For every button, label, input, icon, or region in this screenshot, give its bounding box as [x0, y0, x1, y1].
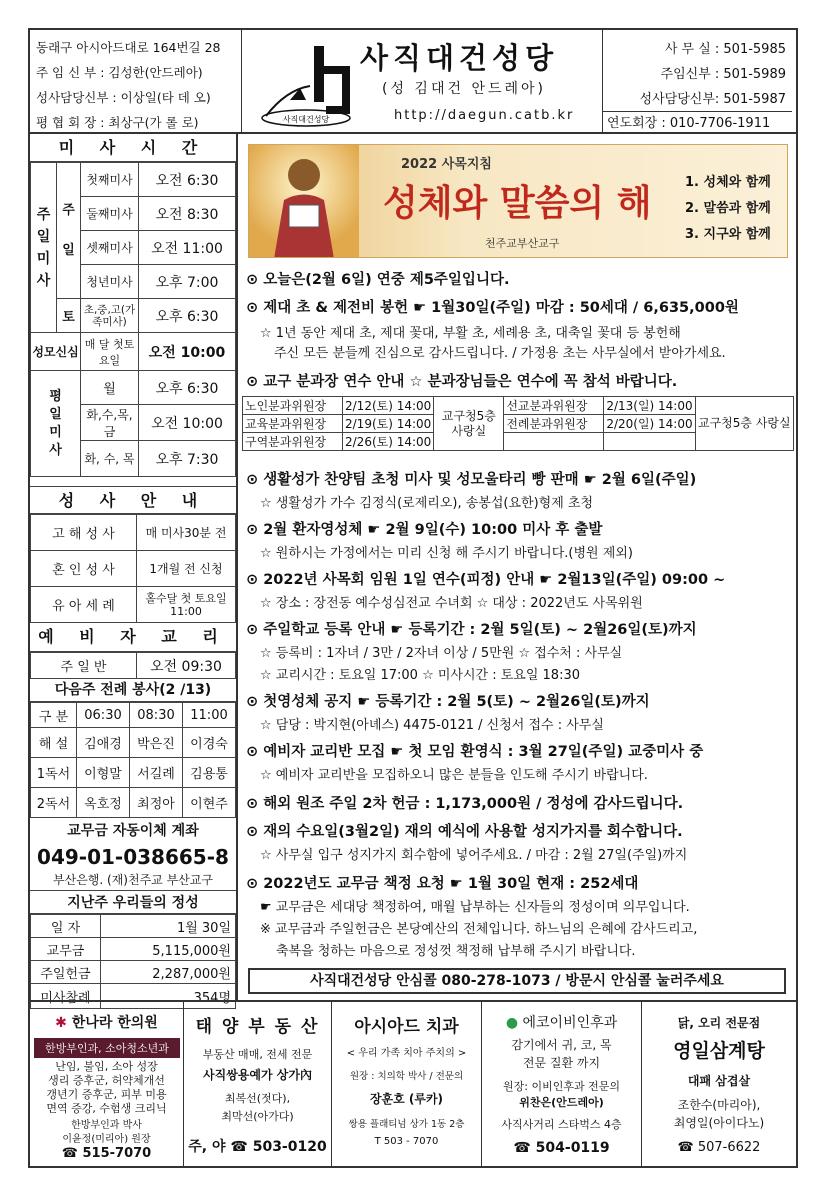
- announcement-detail: ☆ 1년 동안 제대 초, 제대 꽃대, 부활 초, 세례용 초, 대축일 꽃대 등 봉헌해: [260, 326, 681, 341]
- mass-time: 오후 6:30: [139, 299, 236, 333]
- mass-time: 오전 11:00: [139, 231, 236, 265]
- mass-table: [30, 162, 236, 477]
- offering-value: 5,115,000원: [101, 938, 236, 961]
- ad-hannara: [30, 1002, 184, 1168]
- council-president: 평 협 회 장 : 최상구(가 롤 로): [36, 115, 199, 130]
- ad-line: 최복선(젓다),: [224, 1092, 291, 1105]
- ad-subtitle: 한방부인과, 소아청소년과: [34, 1038, 180, 1058]
- mass-day: 화, 수, 목: [81, 441, 139, 477]
- marian-label: 성모신심: [31, 333, 81, 371]
- service-role: 2독서: [31, 788, 77, 818]
- announcement: ⊙ 예비자 교리반 모집 ☛ 첫 모임 환영식 : 3월 27일(주일) 교중미사 중: [246, 744, 704, 760]
- catechism-label: 주 일 반: [31, 653, 137, 679]
- mass-time: 오후 7:30: [139, 441, 236, 477]
- offering-label: 주일헌금: [31, 961, 101, 984]
- ad-line: 이윤정(미리아) 원장: [62, 1134, 151, 1145]
- announcement: ⊙ 2022년도 교무금 책정 요청 ☛ 1월 30일 현재 : 252세대: [246, 876, 639, 892]
- division-name: 교육분과위원장: [243, 415, 343, 433]
- service-person: 이현주: [183, 788, 236, 818]
- announcement: ⊙ 제대 초 & 제전비 봉헌 ☛ 1월30일(주일) 마감 : 50세대 / 6,635,000원: [246, 300, 739, 316]
- division-date: 2/12(토) 14:00: [343, 397, 434, 415]
- division-name: 구역분과위원장: [243, 433, 343, 451]
- announcement-detail: ☆ 원하시는 가정에서는 미리 신청 해 주시기 바랍니다.(병원 제외): [260, 546, 633, 561]
- sacrament-priest: 성사담당신부 : 이상일(타 데 오): [36, 90, 211, 105]
- ad-line: 전문 질환 까지: [522, 1056, 601, 1070]
- announcement: ⊙ 오늘은(2월 6일) 연중 제5주일입니다.: [246, 272, 510, 288]
- mass-name: 초,중,고(가족미사): [81, 299, 139, 333]
- offering-table: [30, 914, 236, 1009]
- offering-value: 2,287,000원: [101, 961, 236, 984]
- division-name: [504, 433, 604, 451]
- sacrament-name: 혼 인 성 사: [31, 551, 137, 587]
- sunday-label: 주일미사: [31, 163, 57, 333]
- pastor-phone: 주임신부 : 501-5989: [660, 67, 786, 82]
- office-phone: 사 무 실 : 501-5985: [664, 42, 786, 57]
- saturday-label: 토: [57, 299, 81, 333]
- offering-label: 교무금: [31, 938, 101, 961]
- ad-line: 원장: 이비인후과 전문의: [503, 1080, 620, 1093]
- division-date: 2/19(토) 14:00: [343, 415, 434, 433]
- service-person: 이경숙: [183, 728, 236, 758]
- ad-line: 최막선(아가다): [221, 1110, 294, 1123]
- sacrament-name: 고 해 성 사: [31, 515, 137, 551]
- mass-time: 오전 6:30: [139, 163, 236, 197]
- jesus-image: [249, 145, 359, 258]
- sacrament-info: 홀수달 첫 토요일 11:00: [137, 587, 236, 623]
- division-name: 전례분과위원장: [504, 415, 604, 433]
- ad-line: 부동산 매매, 전세 전문: [202, 1048, 313, 1061]
- ad-title: ● 에코이비인후과: [505, 1015, 618, 1031]
- header-left: [30, 30, 242, 134]
- bank-name: 부산은행. (재)천주교 부산교구: [53, 873, 213, 887]
- ad-line: 감기에서 귀, 코, 목: [511, 1038, 612, 1052]
- header-right: [602, 30, 796, 134]
- ad-phone[interactable]: 주, 야 ☎ 503-0120: [188, 1139, 327, 1155]
- mass-time: 오전 10:00: [139, 333, 236, 371]
- division-date: [604, 433, 695, 451]
- service-head: 08:30: [130, 703, 183, 728]
- catechism-table: [30, 652, 236, 679]
- service-person: 김용통: [183, 758, 236, 788]
- mass-time: 오후 6:30: [139, 371, 236, 405]
- mass-time: 오전 10:00: [139, 405, 236, 441]
- ad-phone[interactable]: ☎ 504-0119: [513, 1140, 610, 1156]
- mass-day: 화,수,목,금: [81, 405, 139, 441]
- bulletin-page: [28, 28, 798, 1168]
- ad-line: 사직사거리 스타벅스 4층: [501, 1118, 622, 1131]
- announcement: ⊙ 교구 분과장 연수 안내 ☆ 분과장님들은 연수에 꼭 참석 바랍니다.: [246, 374, 678, 390]
- ad-line: 생리 증후군, 허약체개선: [48, 1074, 165, 1087]
- ad-line: 난임, 불임, 소아 성장: [55, 1060, 158, 1073]
- ad-line: 한방부인과 박사: [71, 1120, 142, 1131]
- mass-name: 첫째미사: [81, 163, 139, 197]
- service-head: 06:30: [77, 703, 130, 728]
- ad-line: 면역 증강, 수험생 크리닉: [46, 1102, 167, 1115]
- service-person: 옥호정: [77, 788, 130, 818]
- ad-line: 갱년기 증후군, 피부 미용: [46, 1088, 167, 1101]
- header-center: [242, 30, 602, 134]
- division-date: 2/26(토) 14:00: [343, 433, 434, 451]
- service-head: 11:00: [183, 703, 236, 728]
- ad-subtitle: 닭, 오리 전문점: [677, 1016, 761, 1030]
- sacrament-name: 유 아 세 례: [31, 587, 137, 623]
- mass-title: 미 사 시 간: [30, 134, 236, 162]
- ad-line: 장훈호 (루카): [369, 1092, 444, 1106]
- division-place: 교구청5층 사랑실: [695, 397, 793, 451]
- address: 동래구 아시아드대로 164번길 28: [36, 40, 221, 55]
- division-place: 교구청5층 사랑실: [434, 397, 504, 451]
- logo-text: 사직대건성당: [282, 115, 330, 124]
- catechism-time: 오전 09:30: [137, 653, 236, 679]
- service-head: 구 분: [31, 703, 77, 728]
- ad-title: ✱ 한나라 한의원: [55, 1015, 158, 1031]
- funeral-phone: 연도회장 : 010-7706-1911: [603, 111, 792, 131]
- ad-title: 아시아드 치과: [354, 1017, 459, 1037]
- banner-main: 성체와 말씀의 해: [383, 182, 652, 224]
- mass-day: 월: [81, 371, 139, 405]
- announcement-detail: ☆ 생활성가 가수 김정식(로제리오), 송봉섭(요한)형제 초청: [260, 496, 594, 511]
- left-column: [30, 134, 238, 1006]
- announcement: ⊙ 2022년 사목회 임원 1일 연수(피정) 안내 ☛ 2월13일(주일) 09:00 ~: [246, 572, 726, 588]
- service-person: 김애경: [77, 728, 130, 758]
- banner-org: 천주교부산교구: [485, 237, 560, 250]
- announcement: ⊙ 첫영성체 공지 ☛ 등록기간 : 2월 5(토) ~ 2월26일(토)까지: [246, 694, 650, 710]
- banner-item: 3. 지구와 함께: [685, 227, 771, 242]
- ad-yeongil: [642, 1002, 796, 1168]
- ad-eco-ent: [482, 1002, 642, 1168]
- jesus-figure-icon: [249, 145, 359, 258]
- announcement-detail: 축복을 청하는 마음으로 정성껏 책정해 납부해 주시기 바랍니다.: [276, 944, 636, 959]
- announcement: ⊙ 주일학교 등록 안내 ☛ 등록기간 : 2월 5일(토) ~ 2월26일(토)까지: [246, 622, 697, 638]
- ad-title: 영일삼계탕: [673, 1040, 765, 1062]
- parish-title: 사직대건성당: [360, 41, 559, 75]
- ad-subtitle: < 우리 가족 치아 주치의 >: [346, 1048, 467, 1059]
- division-date: 2/13(일) 14:00: [604, 397, 695, 415]
- ad-line: 위찬은(안드레아): [519, 1096, 604, 1109]
- offering-value: 1월 30일: [101, 915, 236, 938]
- church-logo-icon: [256, 40, 366, 128]
- announcement-detail: 주신 모든 분들께 진심으로 감사드립니다. / 가정용 초는 사무실에서 받아가세요.: [274, 346, 726, 361]
- clinic-logo-icon: ●: [505, 1015, 519, 1031]
- banner-year: 2022 사목지침: [401, 157, 492, 172]
- ad-title: 태 양 부 동 산: [195, 1017, 320, 1037]
- sacrament-title: 성 사 안 내: [30, 486, 236, 514]
- safe-call-box: 사직대건성당 안심콜 080-278-1073 / 방문시 안심콜 눌러주세요: [248, 968, 786, 994]
- mass-time: 오전 8:30: [139, 197, 236, 231]
- flower-icon: ✱: [55, 1015, 67, 1031]
- ad-line: 사직쌍용예가 상가內: [203, 1068, 312, 1082]
- service-role: 1독서: [31, 758, 77, 788]
- weekday-label: 평일미사: [31, 371, 81, 477]
- mass-name: 셋째미사: [81, 231, 139, 265]
- announcement: ⊙ 2월 환자영성체 ☛ 2월 9일(수) 10:00 미사 후 출발: [246, 522, 603, 538]
- service-person: 박은진: [130, 728, 183, 758]
- service-table: [30, 702, 236, 818]
- division-table: [242, 396, 794, 451]
- ad-phone[interactable]: T 503 - 7070: [374, 1136, 439, 1147]
- announcement-detail: ☆ 사무실 입구 성지가지 회수함에 넣어주세요. / 마감 : 2월 27일(주일)까지: [260, 848, 688, 863]
- right-column: [240, 134, 796, 1000]
- announcement-detail: ☆ 교리시간 : 토요일 17:00 ☆ 미사시간 : 토요일 18:30: [260, 668, 580, 683]
- sacrament-info: 1개월 전 신청: [137, 551, 236, 587]
- offering-value: 354명: [101, 984, 236, 1009]
- mass-time: 오후 7:00: [139, 265, 236, 299]
- header: [30, 30, 796, 134]
- ad-line: 원장 : 치의학 박사 / 전문의: [349, 1071, 464, 1082]
- ad-phone[interactable]: ☎ 515-7070: [61, 1146, 152, 1161]
- service-person: 이형말: [77, 758, 130, 788]
- announcement-detail: ☆ 등록비 : 1자녀 / 3만 / 2자녀 이상 / 5만원 ☆ 접수처 : 사무실: [260, 646, 623, 661]
- offering-label: 미사참례: [31, 984, 101, 1009]
- banner-item: 1. 성체와 함께: [685, 175, 771, 190]
- division-name: 선교분과위원장: [504, 397, 604, 415]
- mass-name: 둘째미사: [81, 197, 139, 231]
- offering-title: 지난주 우리들의 정성: [30, 890, 236, 914]
- banner-item: 2. 말씀과 함께: [685, 201, 771, 216]
- marian-sub: 매 달 첫토요일: [81, 333, 139, 371]
- mass-name: 청년미사: [81, 265, 139, 299]
- offering-label: 일 자: [31, 915, 101, 938]
- ad-line: 조한수(마리아),: [677, 1098, 761, 1112]
- ad-taeyang: [184, 1002, 332, 1168]
- sacrament-table: [30, 514, 236, 623]
- announcement: ⊙ 해외 원조 주일 2차 헌금 : 1,173,000원 / 정성에 감사드립니다.: [246, 796, 684, 812]
- announcement-detail: ☆ 장소 : 장전동 예수성심전교 수녀회 ☆ 대상 : 2022년도 사목위원: [260, 596, 643, 611]
- service-person: 서길례: [130, 758, 183, 788]
- announcement-detail: ☆ 담당 : 박지현(아녜스) 4475-0121 / 신청서 접수 : 사무실: [260, 718, 604, 733]
- catechism-title: 예 비 자 교 리: [30, 622, 236, 652]
- ad-line: 대패 삼겹살: [687, 1074, 751, 1088]
- announcement-detail: ☆ 예비자 교리반을 모집하오니 많은 분들을 인도해 주시기 바랍니다.: [260, 768, 648, 783]
- announcement-detail: ※ 교무금과 주일헌금은 본당예산의 전체입니다. 하느님의 은혜에 감사드리고,: [260, 922, 698, 937]
- division-date: 2/20(일) 14:00: [604, 415, 695, 433]
- sacrament-info: 매 미사30분 전: [137, 515, 236, 551]
- division-name: 노인분과위원장: [243, 397, 343, 415]
- announcement-detail: ☛ 교무금은 세대당 책정하여, 매월 납부하는 신자들의 정성이며 의무입니다.: [260, 900, 690, 915]
- announcement: ⊙ 재의 수요일(3월2일) 재의 예식에 사용할 성지가지를 회수합니다.: [246, 824, 683, 840]
- service-person: 최정아: [130, 788, 183, 818]
- ads-footer: [30, 1000, 796, 1166]
- parish-url[interactable]: http://daegun.catb.kr: [394, 108, 575, 123]
- announcement: ⊙ 생활성가 찬양팀 초청 미사 및 성모울타리 빵 판매 ☛ 2월 6일(주일): [246, 472, 697, 488]
- ad-phone[interactable]: ☎ 507-6622: [677, 1140, 761, 1155]
- pastor: 주 임 신 부 : 김성한(안드레아): [36, 65, 203, 80]
- chuil-label: 주 일: [57, 163, 81, 299]
- ad-line: 쌍용 플래티넘 상가 1동 2층: [348, 1119, 465, 1130]
- transfer-title: 교무금 자동이체 계좌: [67, 823, 199, 839]
- account-number: 049-01-038665-8: [37, 845, 229, 869]
- priest-phone: 성사담당신부: 501-5987: [639, 92, 786, 107]
- service-title: 다음주 전례 봉사(2 /13): [30, 678, 236, 702]
- pastoral-banner: [248, 144, 788, 258]
- parish-subtitle: (성 김대건 안드레아): [382, 81, 547, 97]
- service-role: 해 설: [31, 728, 77, 758]
- ad-line: 최영일(아이다노): [673, 1116, 765, 1130]
- ad-asiad-dental: [332, 1002, 482, 1168]
